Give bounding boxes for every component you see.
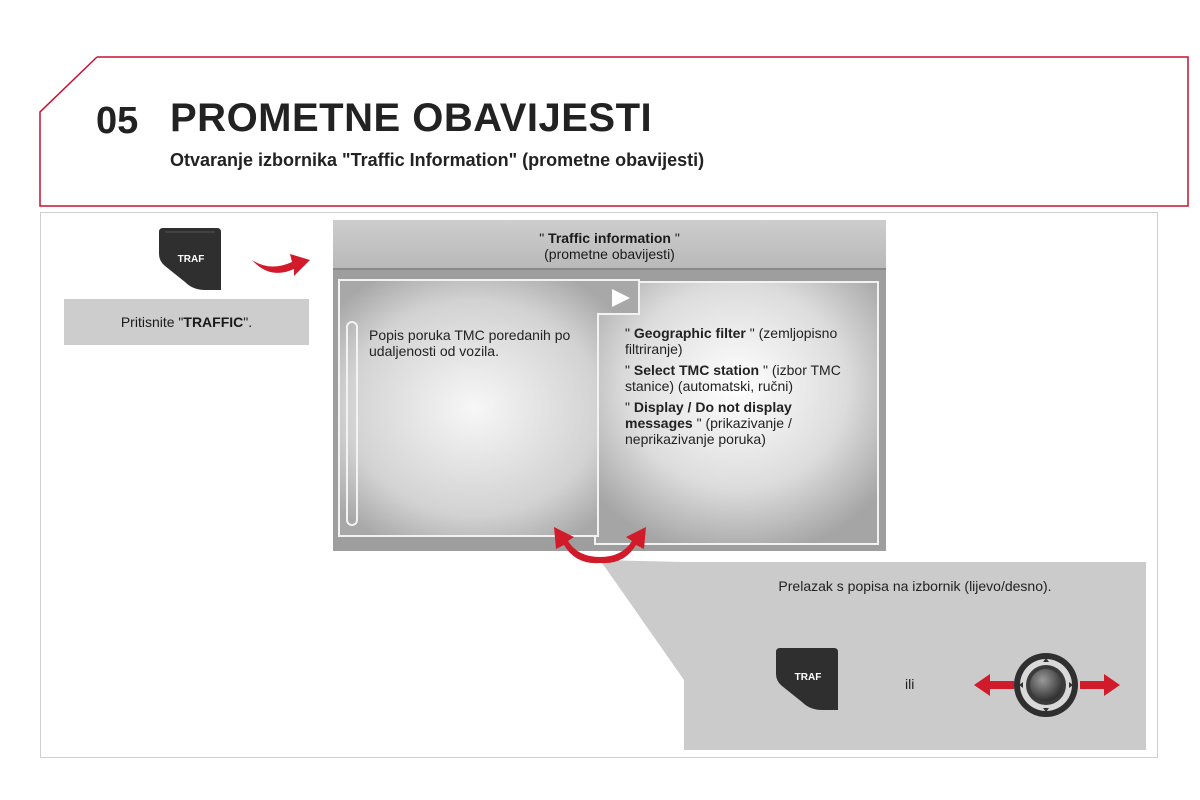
screen-title-open: " [539,230,549,246]
chapter-number: 05 [96,100,139,142]
chapter-subtitle: Otvaranje izbornika "Traffic Information" (prometne obavijesti) [170,150,705,170]
traf-button-label: TRAF [177,254,205,265]
menu-list [625,325,855,452]
traffic-caption [64,299,309,345]
screen-title-close: " [670,230,680,246]
chapter-title: PROMETNE OBAVIJESTI [170,96,653,140]
menu-item[interactable]: " Display / Do not display messages " (prikazivanje / neprikazivanje poruka) [625,399,792,447]
double-curved-arrow-icon [548,523,652,567]
play-triangle-icon[interactable] [606,285,636,311]
screen-title-translation: (prometne obavijesti) [544,246,675,262]
joystick-icon[interactable] [972,650,1122,720]
caption-prefix: Pritisnite " [120,314,184,330]
traf-button-icon[interactable] [155,226,225,294]
info-text: Prelazak s popisa na izbornik (lijevo/desno). [778,578,1052,594]
screen-title-bar [333,220,886,270]
caption-bold: TRAFFIC [183,314,244,330]
info-pointer [590,550,690,690]
menu-item[interactable]: " Select TMC station " (izbor TMC stanice) (automatski, ručni) [625,362,841,394]
traf-button-icon[interactable] [772,646,842,714]
menu-item[interactable]: " Geographic filter " (zemljopisno filtriranje) [625,325,838,357]
list-text: Popis poruka TMC poredanih po udaljenosti od vozila. [369,327,571,359]
caption-suffix: ". [243,314,253,330]
traf-button-label: TRAF [794,672,822,683]
or-label: ili [905,676,915,692]
curved-arrow-icon [250,242,312,278]
screen-title-bold: Traffic information [548,230,671,246]
